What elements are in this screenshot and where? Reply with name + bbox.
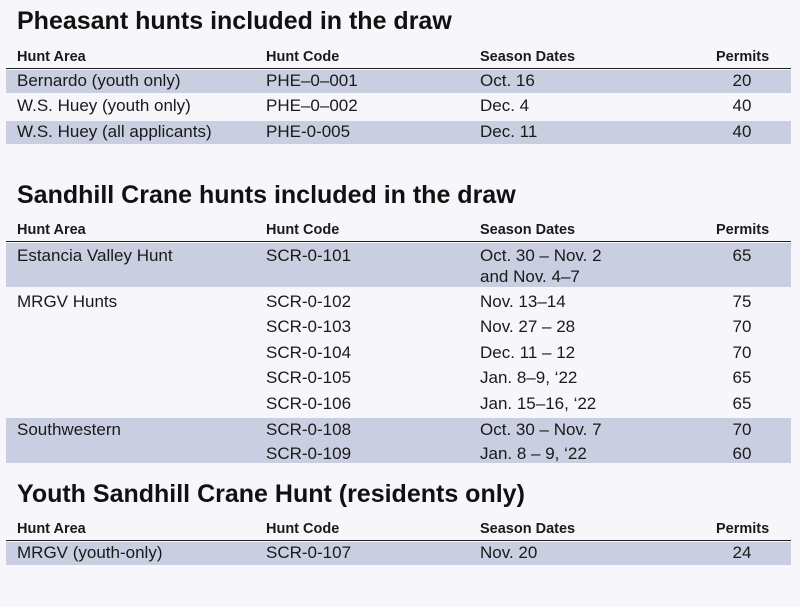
season-dates: Dec. 4	[480, 96, 530, 115]
permits: 70	[732, 420, 752, 439]
hunt-code: SCR-0-108	[266, 420, 352, 439]
season-dates: Jan. 8 – 9, ‘22	[480, 444, 587, 463]
hunt-code: SCR-0-104	[266, 343, 352, 362]
header-season-dates: Season Dates	[480, 222, 576, 238]
permits: 65	[732, 246, 752, 265]
hunt-code: SCR-0-102	[266, 292, 352, 311]
permits: 40	[732, 96, 752, 115]
table-row	[6, 95, 791, 118]
hunt-area: W.S. Huey (all applicants)	[17, 122, 212, 141]
permits: 40	[732, 122, 752, 141]
season-dates: Oct. 30 – Nov. 2	[480, 246, 602, 265]
hunt-code: SCR-0-106	[266, 394, 352, 413]
permits: 65	[732, 394, 752, 413]
youth-table-header	[6, 521, 791, 541]
crane-table-header	[6, 222, 791, 242]
header-hunt-area: Hunt Area	[17, 521, 86, 537]
youth-title: Youth Sandhill Crane Hunt (residents only)	[17, 480, 525, 508]
header-permits: Permits	[716, 49, 770, 65]
season-dates: Dec. 11	[480, 122, 538, 141]
hunt-area: Bernardo (youth only)	[17, 71, 181, 90]
permits: 65	[732, 368, 752, 387]
season-dates: Jan. 15–16, ‘22	[480, 394, 597, 413]
table-row	[6, 243, 791, 287]
hunt-code: PHE–0–001	[266, 71, 358, 90]
header-season-dates: Season Dates	[480, 49, 576, 65]
hunt-code: PHE–0–002	[266, 96, 358, 115]
permits: 70	[732, 317, 752, 336]
table-row	[6, 542, 791, 565]
sub-row	[6, 343, 791, 368]
hunt-code: SCR-0-105	[266, 368, 352, 387]
header-permits: Permits	[716, 222, 770, 238]
season-dates-line2: and Nov. 4–7	[480, 267, 580, 286]
hunt-area: Estancia Valley Hunt	[17, 246, 173, 265]
hunt-code: SCR-0-107	[266, 543, 352, 562]
crane-title: Sandhill Crane hunts included in the draw	[17, 181, 516, 209]
hunt-code: SCR-0-101	[266, 246, 352, 265]
header-season-dates: Season Dates	[480, 521, 576, 537]
season-dates: Dec. 11 – 12	[480, 343, 576, 362]
permits: 60	[732, 444, 752, 463]
hunt-area: MRGV (youth-only)	[17, 543, 163, 562]
pheasant-table-header	[6, 49, 791, 69]
permits: 75	[732, 292, 752, 311]
header-hunt-code: Hunt Code	[266, 521, 340, 537]
season-dates: Nov. 27 – 28	[480, 317, 576, 336]
season-dates: Jan. 8–9, ‘22	[480, 368, 578, 387]
sub-row	[6, 368, 791, 393]
permits: 24	[732, 543, 752, 562]
hunt-code: SCR-0-103	[266, 317, 352, 336]
hunt-code: SCR-0-109	[266, 444, 352, 463]
sub-row	[6, 317, 791, 342]
header-hunt-code: Hunt Code	[266, 49, 340, 65]
permits: 20	[732, 71, 752, 90]
table-row	[6, 121, 791, 144]
pheasant-title: Pheasant hunts included in the draw	[17, 7, 452, 35]
table-row	[6, 418, 791, 463]
hunt-area: W.S. Huey (youth only)	[17, 96, 191, 115]
season-dates: Oct. 30 – Nov. 7	[480, 420, 602, 439]
season-dates: Nov. 20	[480, 543, 538, 562]
sub-row	[6, 292, 791, 317]
table-row	[6, 289, 791, 417]
header-hunt-area: Hunt Area	[17, 49, 86, 65]
hunt-area: MRGV Hunts	[17, 292, 118, 311]
sub-row	[6, 444, 791, 469]
hunt-code: PHE-0-005	[266, 122, 351, 141]
header-hunt-code: Hunt Code	[266, 222, 340, 238]
sub-row	[6, 420, 791, 445]
season-dates: Oct. 16	[480, 71, 535, 90]
hunt-area: Southwestern	[17, 420, 121, 439]
table-row	[6, 70, 791, 93]
sub-row	[6, 394, 791, 419]
header-permits: Permits	[716, 521, 770, 537]
permits: 70	[732, 343, 752, 362]
header-hunt-area: Hunt Area	[17, 222, 86, 238]
season-dates: Nov. 13–14	[480, 292, 566, 311]
